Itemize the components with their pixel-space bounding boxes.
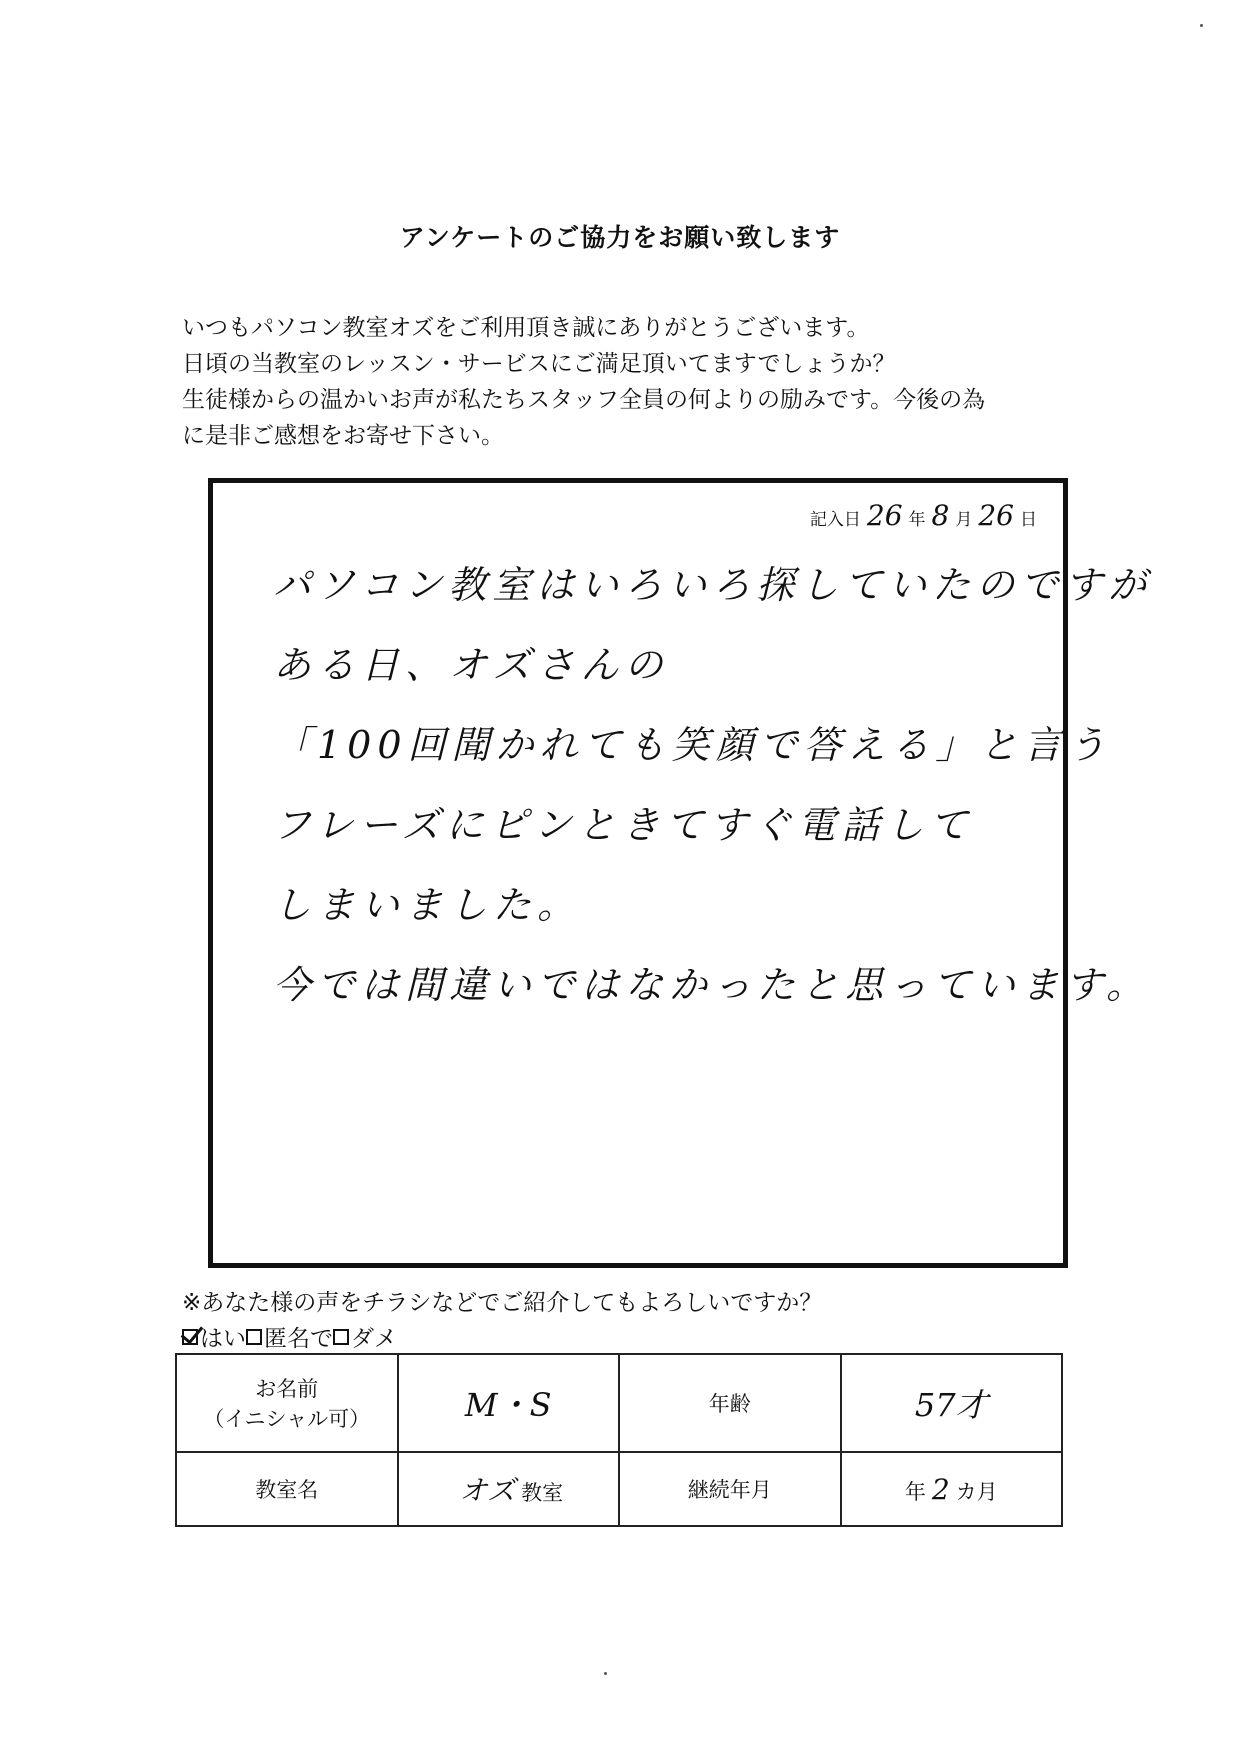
page-title: アンケートのご協力をお願い致します [399,223,841,252]
intro-line: 生徒様からの温かいお声が私たちスタッフ全員の何よりの励みです。今後の為 [182,387,986,413]
intro-text [182,310,1082,454]
intro-line: いつもパソコン教室オズをご利用頂き誠にありがとうございます。 [182,315,870,341]
class-value-suffix: 教室 [521,1481,564,1505]
name-label-note: （イニシャル可） [203,1407,371,1431]
age-value[interactable]: 57才 [841,1354,1063,1452]
date-year: 26 [866,499,903,532]
handwritten-comment [273,545,1153,1025]
class-label: 教室名 [176,1452,398,1526]
comment-line: フレーズにピンときてすぐ電話して [273,803,974,847]
class-value[interactable] [398,1452,620,1526]
comment-box[interactable] [208,478,1153,1268]
month-unit: 月 [955,510,973,530]
permission-question: ※あなた様の声をチラシなどでご紹介してもよろしいですか？ [182,1290,823,1316]
year-unit: 年 [908,510,926,530]
option-label-anonymous: 匿名で [264,1326,333,1352]
permission-options [182,1320,397,1353]
duration-month-unit: カ月 [955,1479,998,1504]
option-label-no: ダメ [351,1326,397,1352]
duration-months: 2 [931,1472,950,1506]
info-table [175,1353,1063,1527]
date-day: 26 [978,499,1014,532]
name-value[interactable]: M・S [398,1354,620,1452]
scan-speck [1200,24,1203,27]
comment-line: 今では間違いではなかったと思っています。 [273,963,1150,1007]
intro-line: に是非ご感想をお寄せ下さい。 [182,423,504,449]
table-row [176,1354,1062,1452]
comment-line: ある日、オズさんの [273,643,669,687]
class-value-handwritten: オズ [459,1474,516,1507]
age-label: 年齢 [619,1354,841,1452]
checkbox-anonymous[interactable] [246,1329,262,1345]
date-month: 8 [931,499,950,532]
name-label-cell [176,1354,398,1452]
scan-speck [604,1672,607,1675]
duration-year-unit: 年 [904,1479,926,1504]
comment-line: 「100回聞かれても笑顔で答える」と言う [273,723,1112,767]
comment-line: しまいました。 [273,883,582,927]
option-label-yes: はい [200,1326,246,1352]
intro-line: 日頃の当教室のレッスン・サービスにご満足頂いてますでしょうか？ [182,351,896,377]
day-unit: 日 [1020,510,1037,530]
checkbox-no[interactable] [333,1329,349,1345]
table-row [176,1452,1062,1526]
name-label: お名前 [255,1377,319,1401]
entry-date [810,499,1037,532]
checkbox-yes[interactable] [182,1329,198,1345]
duration-value[interactable] [841,1452,1063,1526]
date-label: 記入日 [809,510,861,530]
comment-line: パソコン教室はいろいろ探していたのですが [273,563,1153,607]
duration-label: 継続年月 [619,1452,841,1526]
